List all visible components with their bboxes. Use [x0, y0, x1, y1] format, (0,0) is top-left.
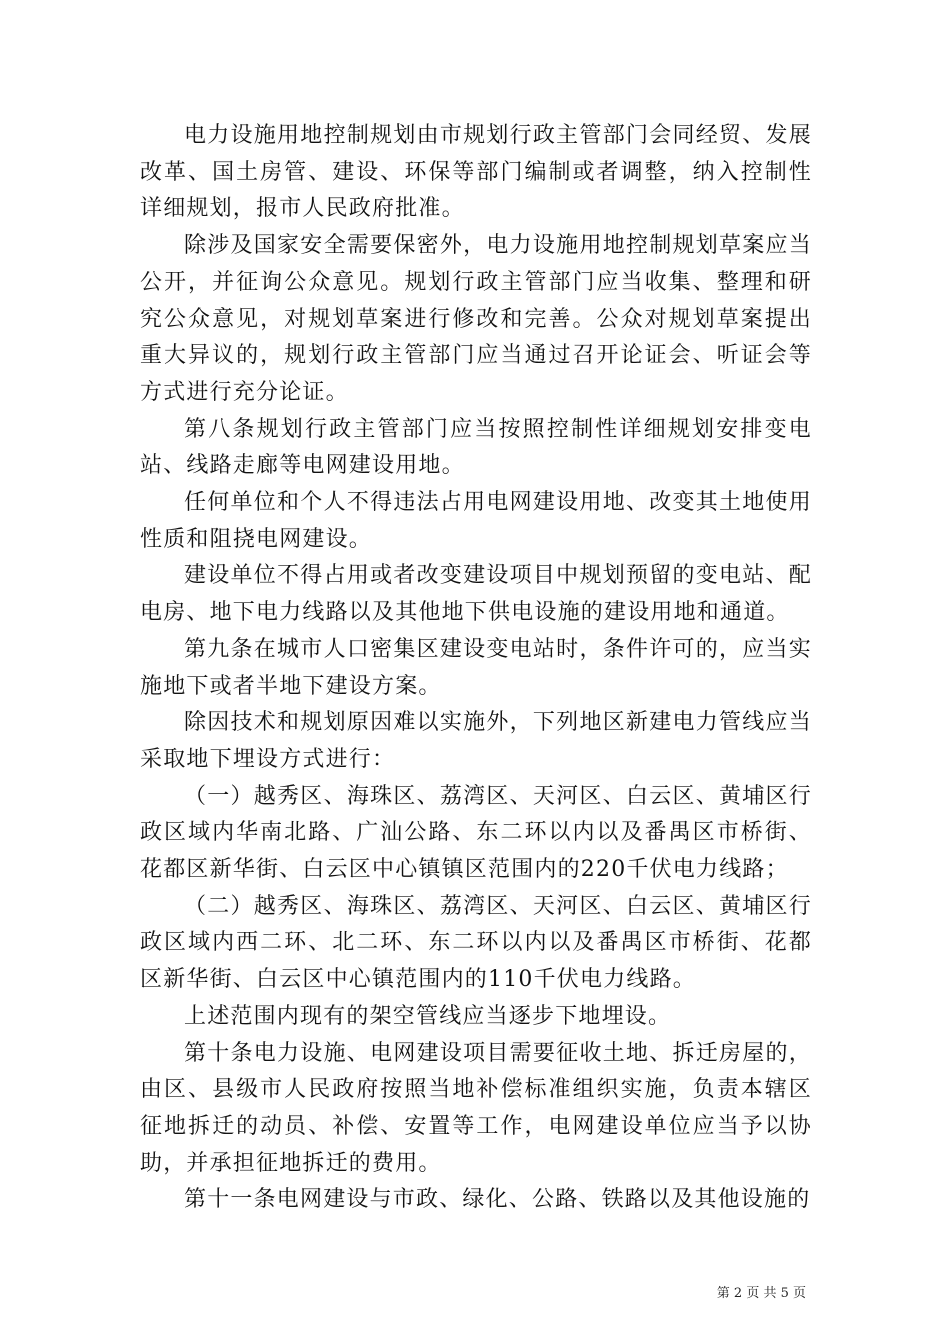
- paragraph-11: 第十条电力设施、电网建设项目需要征收土地、拆迁房屋的，由区、县级市人民政府按照当地补偿标准组织实施，负责本辖区征地拆迁的动员、补偿、安置等工作，电网建设单位应当予以协助，并承担征地拆迁的费用。: [140, 1040, 812, 1176]
- paragraph-10: 上述范围内现有的架空管线应当逐步下地埋设。: [184, 1003, 672, 1029]
- paragraph-4: 任何单位和个人不得违法占用电网建设用地、改变其土地使用性质和阻挠电网建设。: [140, 490, 812, 552]
- paragraph-3: 第八条规划行政主管部门应当按照控制性详细规划安排变电站、线路走廊等电网建设用地。: [140, 416, 812, 479]
- page-number-label: 第 2 页 共 5 页: [716, 1286, 806, 1301]
- paragraph-12: 第十一条电网建设与市政、绿化、公路、铁路以及其他设施的: [184, 1187, 811, 1213]
- paragraph-2: 除涉及国家安全需要保密外，电力设施用地控制规划草案应当公开，并征询公众意见。规划行政主管部门应当收集、整理和研究公众意见，对规划草案进行修改和完善。公众对规划草案提出重大异议的，规划行政主管部门应当通过召开论证会、听证会等方式进行充分论证。: [140, 233, 812, 405]
- paragraph-8: （一）越秀区、海珠区、荔湾区、天河区、白云区、黄埔区行政区域内华南北路、广汕公路、东二环以内以及番禺区市桥街、花都区新华街、白云区中心镇镇区范围内的220千伏电力线路；: [140, 783, 812, 883]
- paragraph-5: 建设单位不得占用或者改变建设项目中规划预留的变电站、配电房、地下电力线路以及其他地下供电设施的建设用地和通道。: [140, 563, 812, 626]
- page-number-footer: [717, 1282, 806, 1301]
- paragraph-1: 电力设施用地控制规划由市规划行政主管部门会同经贸、发展改革、国土房管、建设、环保等部门编制或者调整，纳入控制性详细规划，报市人民政府批准。: [140, 123, 812, 222]
- paragraph-7: 除因技术和规划原因难以实施外，下列地区新建电力管线应当采取地下埋设方式进行：: [140, 710, 812, 772]
- document-body: [140, 118, 812, 1219]
- paragraph-6: 第九条在城市人口密集区建设变电站时，条件许可的，应当实施地下或者半地下建设方案。: [140, 636, 812, 699]
- paragraph-9: （二）越秀区、海珠区、荔湾区、天河区、白云区、黄埔区行政区域内西二环、北二环、东二环以内以及番禺区市桥街、花都区新华街、白云区中心镇范围内的110千伏电力线路。: [140, 893, 812, 993]
